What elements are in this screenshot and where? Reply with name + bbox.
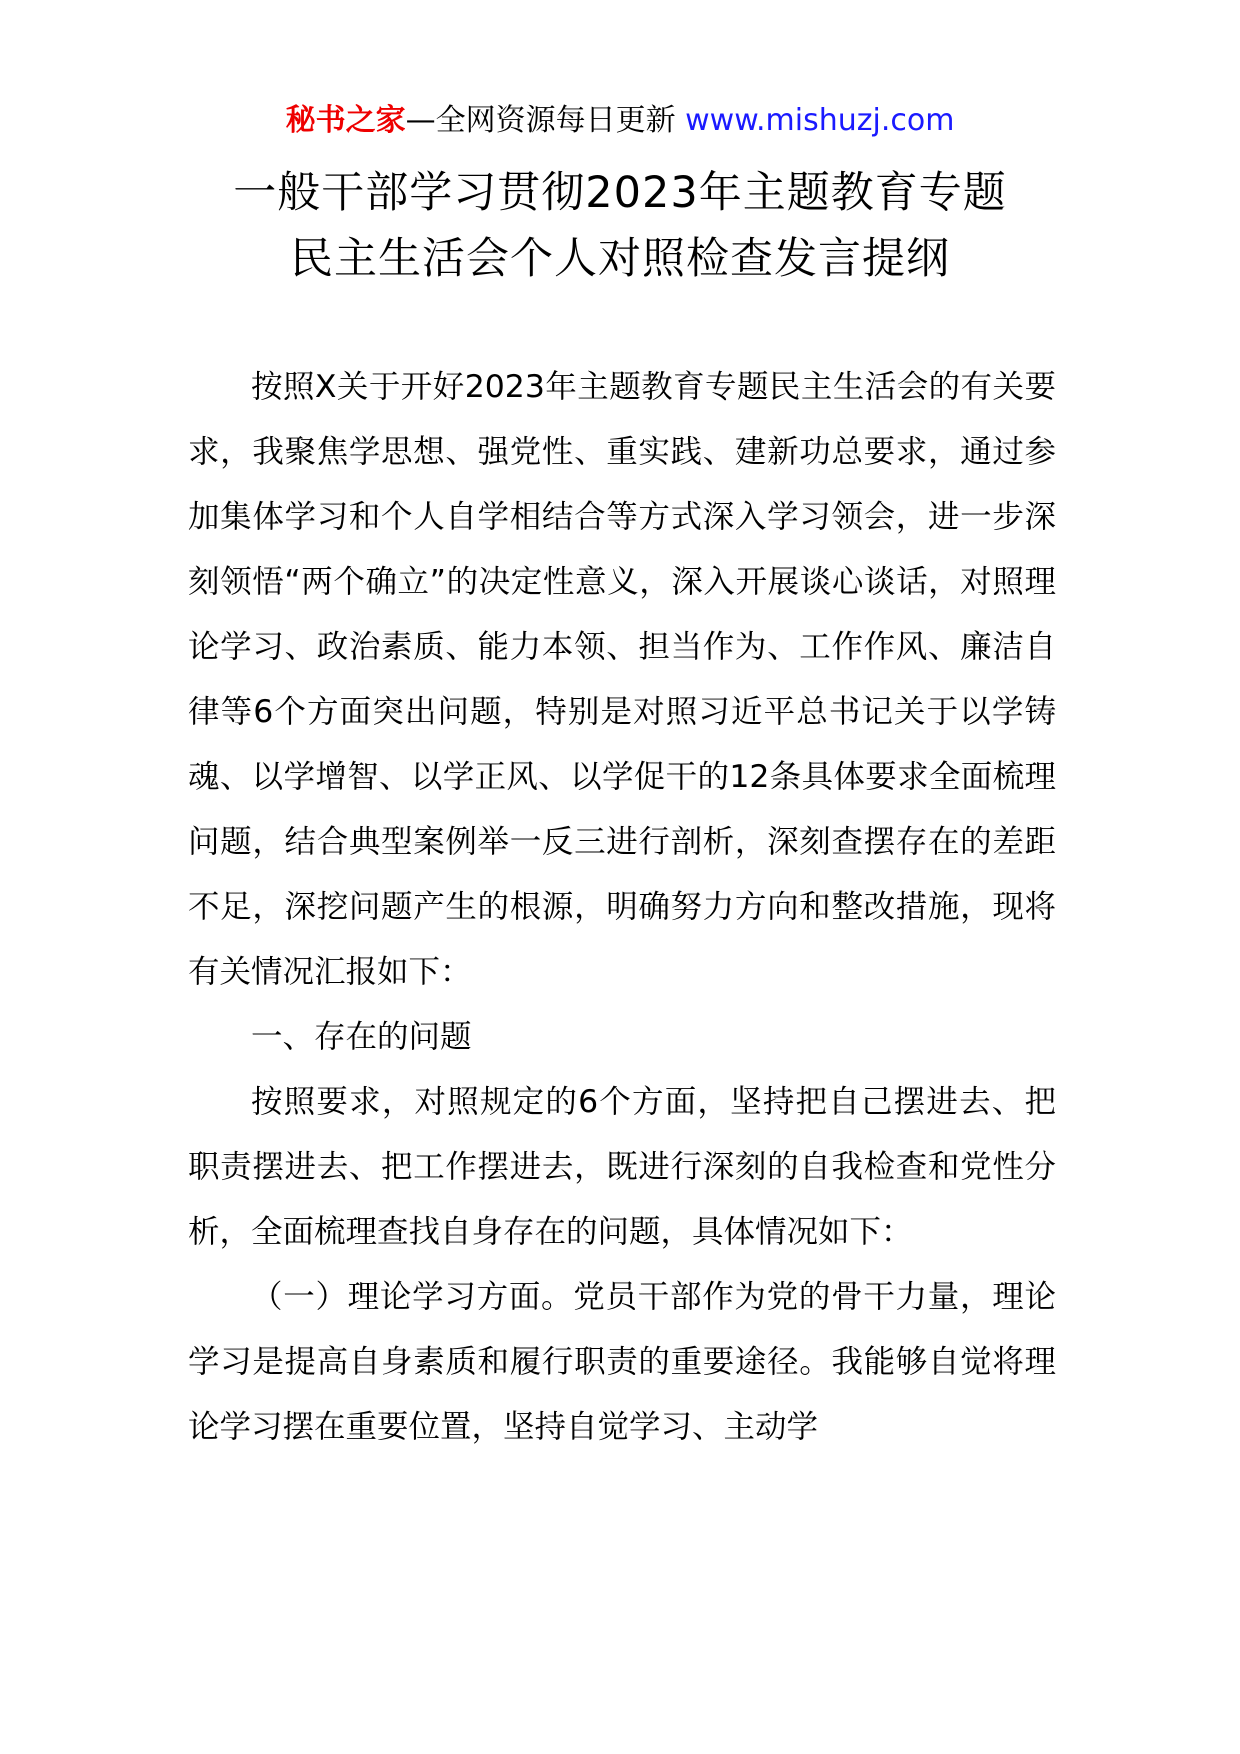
document-title (0, 160, 1240, 292)
site-url-link[interactable]: www.mishuzj.com (685, 103, 955, 138)
subsection-paragraph: （一）理论学习方面。党员干部作为党的骨干力量，理论学习是提高自身素质和履行职责的重要途径。我能够自觉将理论学习摆在重要位置，坚持自觉学习、主动学 (188, 1279, 1056, 1445)
section-heading: 一、存在的问题 (251, 1019, 472, 1055)
site-header (0, 98, 1240, 144)
intro-paragraph: 按照X关于开好2023年主题教育专题民主生活会的有关要求，我聚焦学思想、强党性、重实践、建新功总要求，通过参加集体学习和个人自学相结合等方式深入学习领会，进一步深刻领悟“两个确立”的决定性意义，深入开展谈心谈话，对照理论学习、政治素质、能力本领、担当作为、工作作风、廉洁自律等6个方面突出问题，特别是对照习近平总书记关于以学铸魂、以学增智、以学正风、以学促干的12条具体要求全面梳理问题，结合典型案例举一反三进行剖析，深刻查摆存在的差距不足，深挖问题产生的根源，明确努力方向和整改措施，现将有关情况汇报如下： (188, 369, 1056, 990)
title-line-2: 民主生活会个人对照检查发言提纲 (290, 234, 950, 284)
section-paragraph: 按照要求，对照规定的6个方面，坚持把自己摆进去、把职责摆进去、把工作摆进去，既进行深刻的自我检查和党性分析，全面梳理查找自身存在的问题，具体情况如下： (188, 1084, 1056, 1250)
brand-name: 秘书之家 (285, 103, 406, 138)
document-body (188, 355, 1056, 1460)
header-slogan: 全网资源每日更新 (435, 103, 676, 138)
title-line-1: 一般干部学习贯彻2023年主题教育专题 (233, 168, 1007, 218)
header-separator: — (405, 103, 436, 138)
